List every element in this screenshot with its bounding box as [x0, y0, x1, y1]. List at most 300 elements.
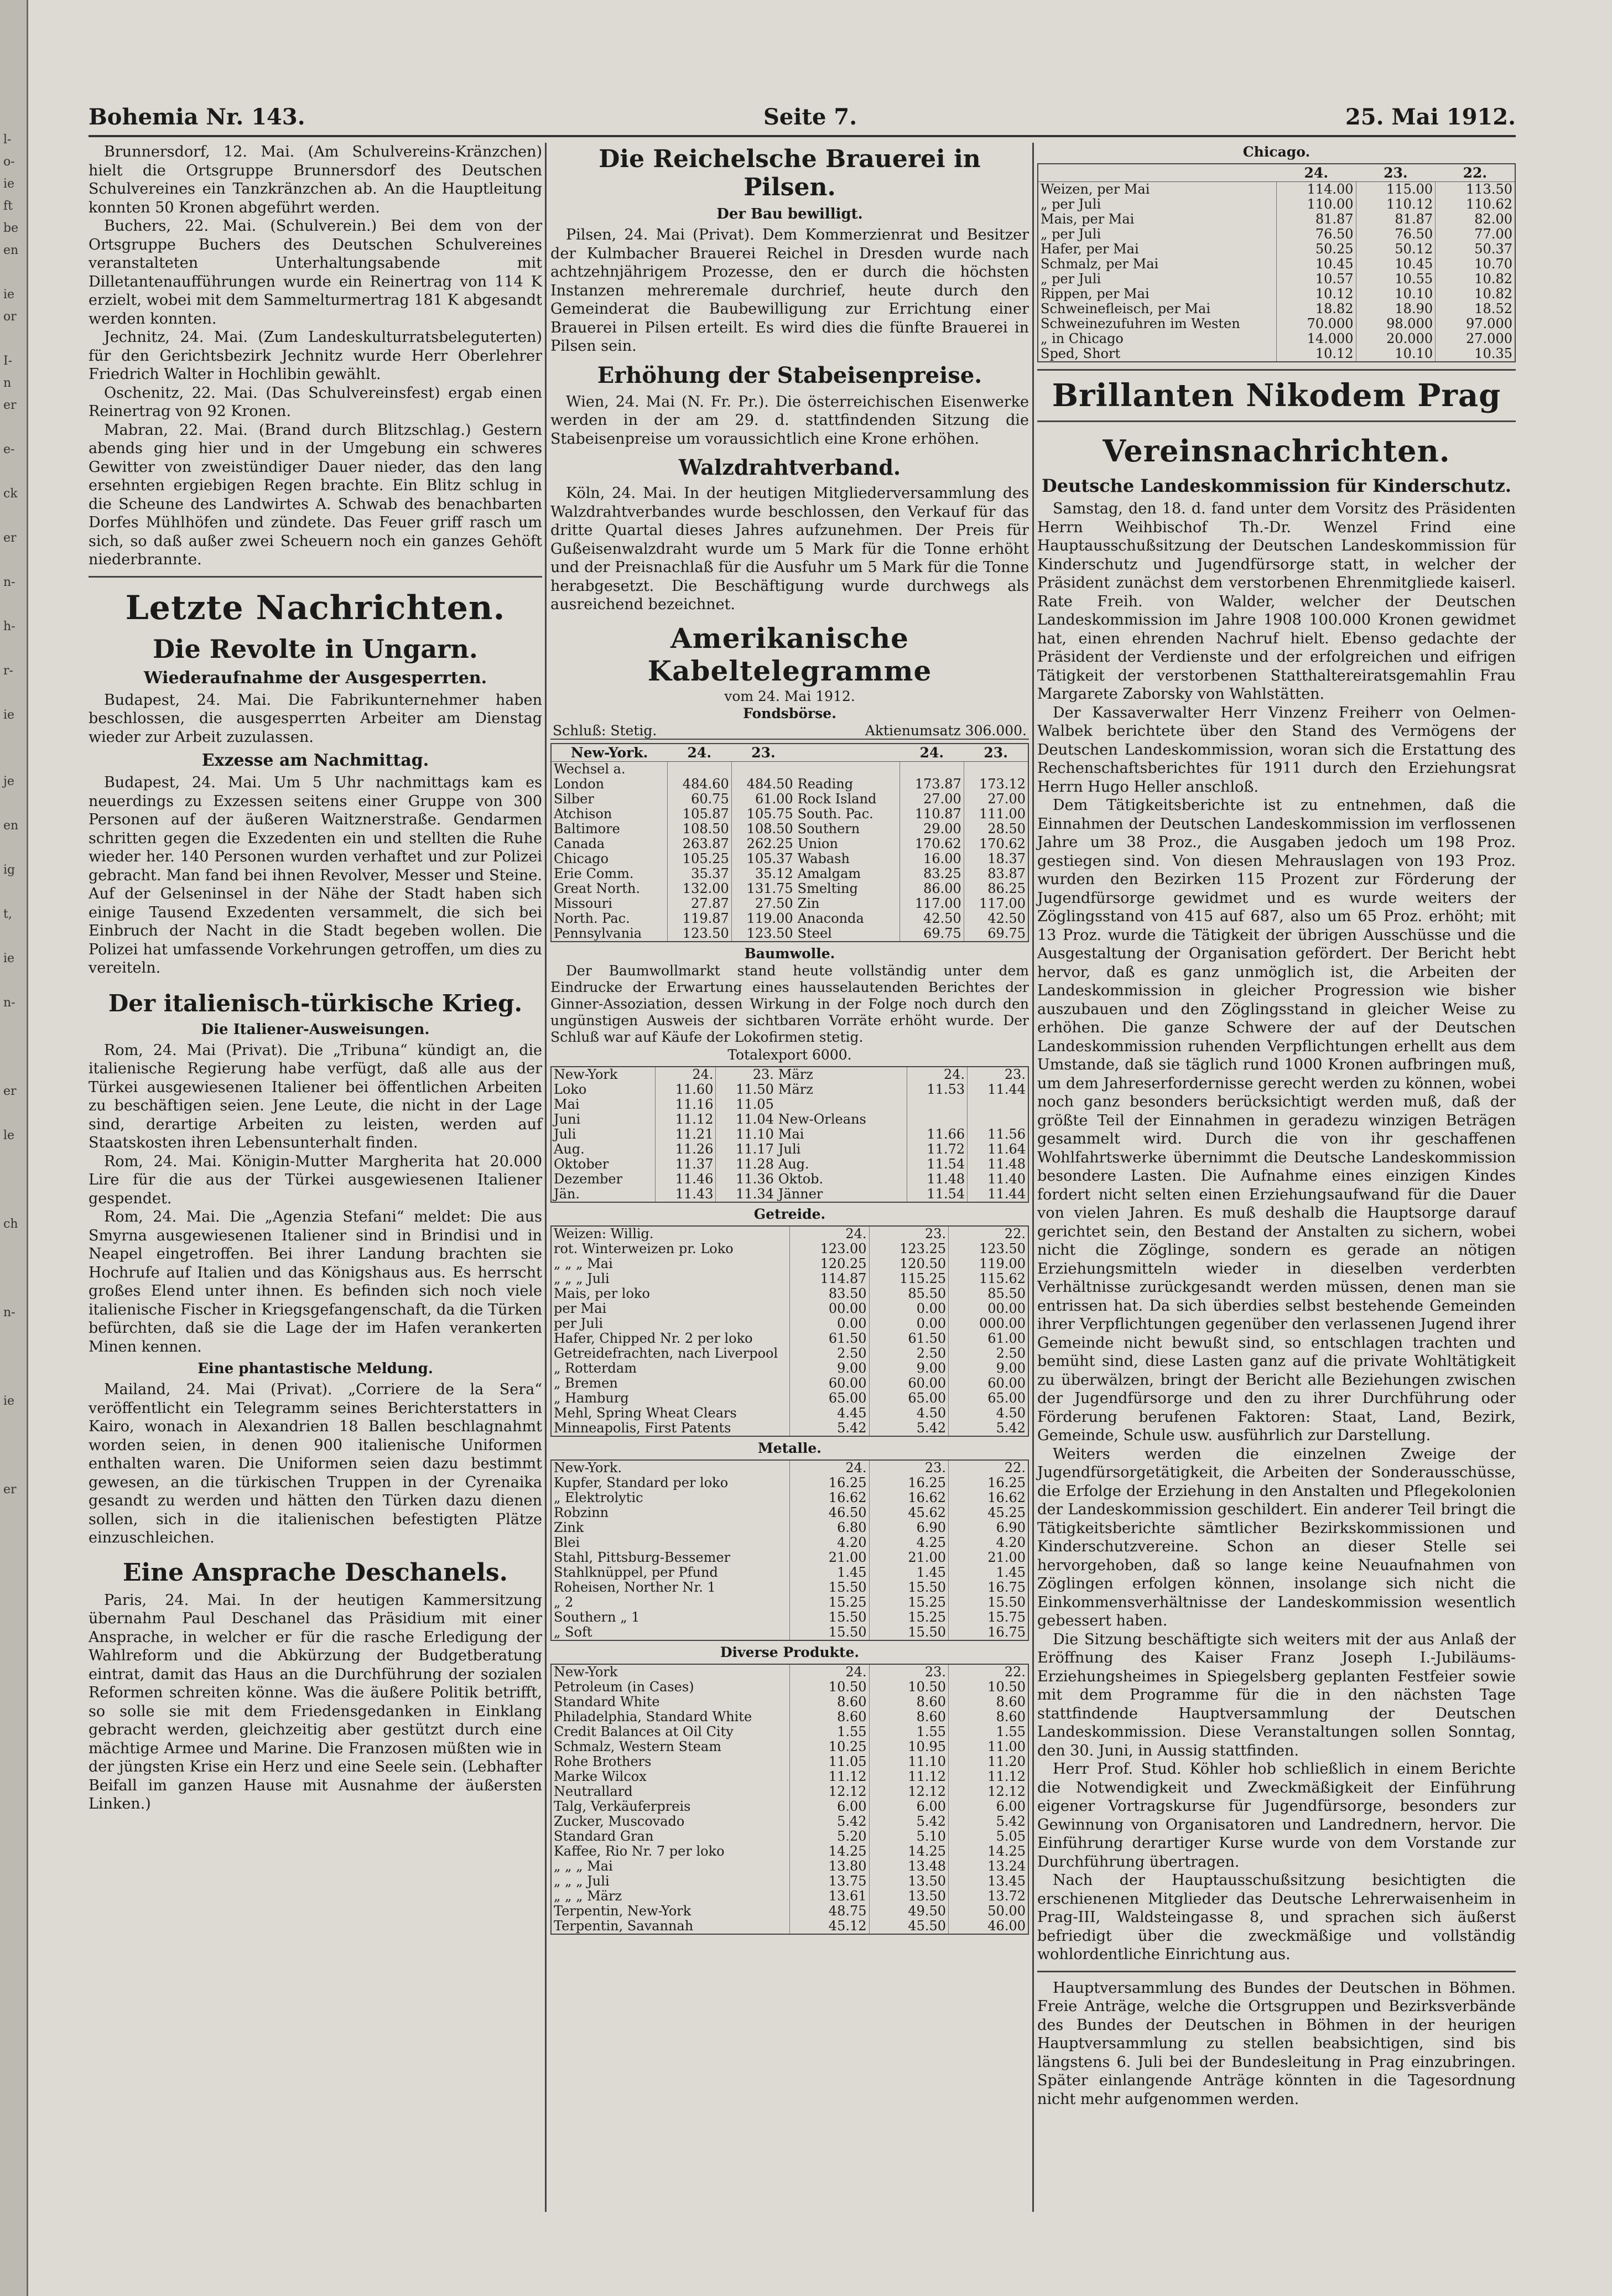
advert-brillanten: Brillanten Nikodem Prag: [1052, 377, 1501, 414]
table-cell: Missouri: [554, 896, 612, 911]
table-row: [551, 822, 1028, 837]
table-cell: 00.00: [790, 1301, 870, 1316]
table-row: [551, 1565, 1028, 1580]
table-cell: 15.50: [949, 1595, 1028, 1610]
table-cell: 119.87: [667, 911, 731, 926]
table-cell: 10.25: [790, 1739, 870, 1754]
table-cell: 115.00: [1356, 182, 1436, 198]
table-cell: 2.50: [869, 1346, 949, 1361]
table-cell: „ Rotterdam: [554, 1360, 637, 1376]
table-row: [551, 896, 1028, 911]
table-cell: 10.95: [869, 1739, 949, 1754]
table-cell: 105.37: [731, 851, 795, 866]
table-cell: 6.90: [949, 1520, 1028, 1535]
table-cell: Standard Gran: [554, 1829, 654, 1844]
table-cell: Hafer, per Mai: [1041, 242, 1139, 257]
table-cell: 11.53: [907, 1082, 968, 1097]
table-cell: 16.00: [899, 851, 964, 866]
table-row: [551, 807, 1028, 822]
table-cell: 65.00: [949, 1391, 1028, 1406]
table-cell: 27.50: [731, 896, 795, 911]
table-cell: 81.87: [1356, 212, 1436, 227]
table-cell: Terpentin, New-York: [554, 1903, 691, 1919]
subhead-ausweisungen: Die Italiener-Ausweisungen.: [201, 1021, 430, 1038]
table-cell: Anaconda: [797, 911, 864, 926]
headline-krieg: Der italienisch-türkische Krieg.: [108, 989, 523, 1017]
table-cell: 13.72: [949, 1889, 1028, 1904]
left-page-edge: l- o- ie ft be en ie or I- n er e- ck er n- h- r- ie je en ig t, ie n- er le ch n- ie er: [0, 0, 28, 2296]
table-cell: 16.62: [869, 1490, 949, 1505]
table-row: [551, 1595, 1028, 1610]
table-row: [551, 1550, 1028, 1565]
table-cell: 11.12: [790, 1769, 870, 1784]
table-cell: [776, 1097, 907, 1112]
table-row: [551, 1241, 1028, 1256]
subhead-wiederaufnahme: Wiederaufnahme der Ausgesperrten.: [143, 668, 487, 688]
table-header: 23.: [964, 744, 1028, 762]
table-header: [795, 744, 900, 762]
table-cell: 117.00: [899, 896, 964, 911]
table-cell: per Mai: [554, 1301, 607, 1316]
table-cell: 13.61: [790, 1889, 870, 1904]
table-cell: 00.00: [949, 1301, 1028, 1316]
table-cell: 105.25: [667, 851, 731, 866]
table-cell: 14.25: [949, 1844, 1028, 1859]
table-row: [551, 851, 1028, 866]
table-cell: 29.00: [899, 822, 964, 837]
table-cell: Standard White: [554, 1694, 660, 1710]
table-cell: 46.50: [790, 1505, 870, 1520]
table-row: [1038, 331, 1515, 346]
table-cell: 61.50: [869, 1331, 949, 1346]
table-cell: Canada: [554, 836, 605, 851]
header-center: Seite 7.: [763, 104, 857, 130]
table-cell: „ „ „ Mai: [554, 1256, 613, 1271]
table-cell: [907, 1097, 968, 1112]
article-paragraph: Rom, 24. Mai. Die „Agenzia Stefani“ meldet: Die aus Smyrna ausgewiesenen Italiener sind in Brindisi und in Neapel eingetroffen. Bei ihrer Landung brachten sie Hochrufe auf Italien und das Königshaus aus. Es herrscht großes Elend unter ihnen. Es befinden sich noch viele italienische Fischer in Kriegsgefangenschaft, da die Türken befürchten, daß sie die Lage der im Hafen verankerten Minen kennen.: [89, 1208, 542, 1355]
table-cell: 13.50: [869, 1889, 949, 1904]
table-cell: 110.00: [1277, 197, 1356, 212]
column-rule-1: [545, 143, 547, 2212]
table-cell: 22.: [949, 1664, 1028, 1680]
article-paragraph: Der Baumwollmarkt stand heute vollständig unter dem Eindrucke der Erwartung eines hausselautenden Berichtes der Ginner-Assoziation, dessen Wirkung in der Folge noch durch den ungünstigen Ausweis der sichtbaren Vorräte erhöht wurde. Der Schluß war auf Käufe der Lokofirmen stetig.: [550, 962, 1029, 1045]
table-cell: 11.56: [968, 1127, 1028, 1142]
subhead-getreide: Getreide.: [753, 1206, 826, 1222]
table-cell: Zucker, Muscovado: [554, 1814, 685, 1829]
table-row: [1038, 182, 1515, 198]
table-cell: Union: [797, 836, 838, 851]
table-cell: 115.25: [869, 1271, 949, 1286]
table-cell: 83.50: [790, 1286, 870, 1301]
table-row: [551, 1157, 1028, 1172]
article-paragraph: Budapest, 24. Mai. Die Fabrikunternehmer haben beschlossen, die ausgesperrten Arbeiter am Dienstag wieder zur Arbeit zuzulassen.: [89, 691, 542, 746]
table-cell: Erie Comm.: [554, 866, 634, 881]
table-cell: 120.25: [790, 1256, 870, 1271]
table-cell: „ Bremen: [554, 1375, 618, 1391]
table-cell: Amalgam: [797, 866, 861, 881]
table-cell: 105.75: [731, 807, 795, 822]
table-cell: 24.: [790, 1226, 870, 1241]
baumwolle-table: [550, 1066, 1029, 1203]
table-cell: 60.00: [869, 1376, 949, 1391]
table-row: [551, 1067, 1028, 1082]
table-cell: „ „ „ Juli: [554, 1873, 610, 1889]
table-cell: Jänner: [778, 1186, 823, 1202]
table-cell: 65.00: [790, 1391, 870, 1406]
table-cell: 16.62: [949, 1490, 1028, 1505]
table-cell: 49.50: [869, 1904, 949, 1919]
section-rule: [89, 576, 542, 578]
dateline: vom 24. Mai 1912.: [724, 688, 855, 704]
table-cell: 11.05: [790, 1754, 870, 1769]
column-3: [1037, 143, 1516, 2108]
table-cell: 61.00: [731, 792, 795, 807]
table-cell: 11.12: [949, 1769, 1028, 1784]
table-cell: New-Orleans: [778, 1111, 866, 1127]
table-cell: 6.00: [790, 1799, 870, 1814]
table-cell: Mai: [778, 1126, 804, 1142]
table-cell: 131.75: [731, 881, 795, 896]
table-cell: 65.00: [869, 1391, 949, 1406]
table-cell: Zink: [554, 1520, 584, 1535]
table-cell: „ 2: [554, 1594, 574, 1610]
table-cell: Wechsel a.: [554, 761, 626, 777]
table-cell: Kupfer, Standard per loko: [554, 1475, 729, 1490]
table-cell: 11.20: [949, 1754, 1028, 1769]
table-cell: 11.10: [716, 1127, 776, 1142]
table-header: 22.: [1436, 164, 1515, 182]
table-cell: „ per Juli: [1041, 272, 1101, 287]
table-cell: 83.87: [964, 866, 1028, 881]
table-cell: Oktober: [554, 1156, 609, 1172]
table-cell: März: [778, 1082, 813, 1097]
table-cell: Blei: [554, 1535, 580, 1550]
subhead-chicago: Chicago.: [1242, 144, 1311, 160]
table-cell: 10.55: [1356, 272, 1436, 287]
table-row: [551, 1799, 1028, 1814]
header-rule: [89, 135, 1516, 137]
table-cell: Minneapolis, First Patents: [554, 1420, 731, 1436]
table-header: 24.: [667, 744, 731, 762]
table-cell: 108.50: [731, 822, 795, 837]
table-cell: Stahl, Pittsburg-Bessemer: [554, 1550, 731, 1565]
table-cell: [667, 761, 731, 777]
table-cell: 10.70: [1436, 257, 1515, 272]
header-right: 25. Mai 1912.: [1345, 104, 1516, 130]
table-cell: 262.25: [731, 837, 795, 851]
table-row: [551, 1625, 1028, 1640]
table-header: [1038, 164, 1277, 182]
table-cell: 18.82: [1277, 302, 1356, 316]
table-cell: [795, 761, 900, 777]
table-cell: 50.00: [949, 1904, 1028, 1919]
table-cell: Terpentin, Savannah: [554, 1918, 694, 1934]
table-row: [551, 1460, 1028, 1476]
article-paragraph: Der Kassaverwalter Herr Vinzenz Freiherr von Oelmen-Walbek berichtete über den Stand des Vermögens der Deutschen Landeskommission, woran sich die Erstattung des Rechenschaftsberichtes für 1911 durch den Erziehungsrat Herrn Hugo Heller anschloß.: [1037, 704, 1516, 796]
table-cell: 1.45: [869, 1565, 949, 1580]
subhead-phantastisch: Eine phantastische Meldung.: [197, 1360, 433, 1377]
table-cell: 12.12: [869, 1784, 949, 1799]
table-cell: 16.75: [949, 1580, 1028, 1595]
table-cell: 86.25: [964, 881, 1028, 896]
table-cell: 60.75: [667, 792, 731, 807]
article-paragraph: Rom, 24. Mai. Königin-Mutter Margherita hat 20.000 Lire für die aus der Türkei ausgewiesenen Italiener gespendet.: [89, 1152, 542, 1207]
table-cell: „ Elektrolytic: [554, 1490, 643, 1505]
table-cell: Aug.: [778, 1156, 809, 1172]
table-row: [551, 1391, 1028, 1406]
table-cell: 11.54: [907, 1187, 968, 1202]
table-cell: 4.45: [790, 1406, 870, 1421]
table-cell: 11.48: [968, 1157, 1028, 1172]
table-cell: 10.82: [1436, 287, 1515, 302]
table-row: [551, 1580, 1028, 1595]
table-cell: 5.42: [949, 1814, 1028, 1829]
table-cell: 27.00: [899, 792, 964, 807]
headline-vereinsnachrichten: Vereinsnachrichten.: [1103, 433, 1450, 469]
table-cell: 9.00: [869, 1361, 949, 1376]
table-row: [551, 1754, 1028, 1769]
table-cell: 6.00: [949, 1799, 1028, 1814]
table-row: [551, 1097, 1028, 1112]
table-cell: London: [554, 776, 605, 792]
table-cell: Petroleum (in Cases): [554, 1679, 694, 1695]
table-cell: „ „ „ März: [554, 1888, 622, 1904]
table-row: [1038, 227, 1515, 242]
table-row: [551, 1187, 1028, 1202]
table-cell: 16.75: [949, 1625, 1028, 1640]
table-cell: 11.48: [907, 1172, 968, 1187]
table-cell: 85.50: [869, 1286, 949, 1301]
table-cell: Schmalz, Western Steam: [554, 1739, 721, 1754]
headline-amerikanische: Amerikanische Kabeltelegramme: [647, 621, 932, 687]
news-item: Brunnersdorf, 12. Mai. (Am Schulvereins-Kränzchen) hielt die Ortsgruppe Brunnersdorf des Deutschen Schulvereines ein Tanzkränzchen ab. An die Hauptleitung konnten 50 Kronen abgeführt werden.: [89, 143, 542, 216]
schluss-label: Schluß: Stetig.: [553, 722, 657, 739]
table-cell: 11.37: [655, 1157, 716, 1172]
table-cell: Baltimore: [554, 821, 620, 837]
table-cell: Dezember: [554, 1171, 623, 1187]
table-row: [551, 761, 1028, 777]
table-cell: Robzinn: [554, 1505, 609, 1520]
table-header: 24.: [899, 744, 964, 762]
table-cell: „ in Chicago: [1041, 331, 1124, 346]
table-cell: „ per Juli: [1041, 197, 1101, 212]
table-cell: 22.: [949, 1226, 1028, 1241]
table-cell: 11.36: [716, 1172, 776, 1187]
table-cell: 11.21: [655, 1127, 716, 1142]
article-paragraph: Paris, 24. Mai. In der heutigen Kammersitzung übernahm Paul Deschanel das Präsidium mit einer Ansprache, in welcher er für die rasche Erledigung der Wahlreform und die Abkürzung der Budgetberatung eintrat, damit das Haus an die Durchführung der sozialen Reformen schreiten könne. Was die äußere Politik betrifft, so solle sie mit dem Friedensgedanken in Einklang gebracht werden, gleichzeitig aber gestützt durch eine mächtige Armee und Marine. Die Franzosen müßten wie in der jüngsten Krise ein Herz und eine Seele sein. (Lebhafter Beifall im ganzen Hause mit Ausnahme der äußersten Linken.): [89, 1591, 542, 1812]
table-cell: 123.00: [790, 1241, 870, 1256]
table-row: [551, 1739, 1028, 1754]
market-summary: [550, 723, 1029, 740]
table-cell: 45.25: [949, 1505, 1028, 1520]
table-cell: 60.00: [790, 1376, 870, 1391]
column-1: [89, 143, 542, 1814]
table-cell: 11.40: [968, 1172, 1028, 1187]
table-cell: 15.25: [869, 1595, 949, 1610]
table-cell: 11.44: [968, 1187, 1028, 1202]
table-cell: per Juli: [554, 1316, 604, 1331]
table-cell: 8.60: [949, 1695, 1028, 1710]
table-cell: 4.25: [869, 1535, 949, 1550]
table-cell: 5.42: [869, 1814, 949, 1829]
table-cell: New-York: [554, 1066, 618, 1082]
table-cell: 15.50: [790, 1580, 870, 1595]
table-cell: 10.50: [790, 1680, 870, 1695]
table-cell: Schmalz, per Mai: [1041, 257, 1159, 272]
article-paragraph: Dem Tätigkeitsberichte ist zu entnehmen, daß die Einnahmen der Deutschen Landeskommission im verflossenen Jahre um 38 Proz., die Ausgaben jedoch um 198 Proz. gestiegen sind. Von diesen Mehrauslagen von 193 Proz. wurden den Bezirken 115 Prozent zur Förderung der Jugendfürsorge gewidmet und es wurde weiters der Zöglingsstand von 415 auf 687, also um 65 Proz. erhöht; mit 13 Proz. wurde die Tätigkeit der übrigen Ausschüsse und die Ausgestaltung der Organisation gefördert. Der Bericht hebt hervor, daß es ganz unmöglich ist, die Arbeiten der Landeskommission in gleicher Progression wie bisher auszubauen und den Zöglingsstand in gleicher Weise zu erhöhen. Die ganze Schwere der auf der Deutschen Landeskommission ruhenden Verpflichtungen erhellt aus dem Umstande, daß sie täglich rund 1000 Kronen aufbringen muß, um dem Jahreserfordernisse gerecht werden zu können, wobei noch ganz besonders berücksichtigt werden muß, daß der größte Teil der Einnahmen in geradezu winzigen Beträgen gesammelt wird. Durch die von ihr geschaffenen Wohlfahrtswerke übernimmt die Deutsche Landeskommission besondere Lasten. Die Aufnahme eines einzigen Kindes fordert nicht selten einen Erziehungsaufwand für die Dauer von vielen Jahren. Es muß deshalb die Hauptsorge darauf gerichtet sein, den Bestand der Anstalten zu sichern, wobei nicht die Zöglinge, sondern es gerade an nötigen Erziehungsmitteln wieder in dieselben verderbten Verhältnisse zurückgesandt werden müssen, denen man sie entrissen hat. Da sich überdies selbst bestehende Gemeinden ihrer Verpflichtungen gegenüber den verlassenen Jugend ihrer Gemeinde nicht bewußt sind, so entschlagen trachten und bemüht sind, diese Lasten ganz auf die private Wohltätigkeit zu überwälzen, bringt der Bericht alle Beziehungen zwischen der Jugendfürsorge und den zu ihrer Durchführung oder Förderung berufenen Faktoren: Staat, Land, Bezirk, Gemeinde, Schule usw. ausführlich zur Darstellung.: [1037, 797, 1516, 1444]
table-cell: 117.00: [964, 896, 1028, 911]
table-row: [551, 1814, 1028, 1829]
table-cell: 10.45: [1356, 257, 1436, 272]
table-cell: 484.60: [667, 777, 731, 792]
table-cell: 27.000: [1436, 331, 1515, 346]
table-cell: Wabash: [797, 851, 850, 866]
table-cell: New-York: [554, 1664, 618, 1680]
table-cell: 11.16: [655, 1097, 716, 1112]
table-cell: 23.: [968, 1067, 1028, 1082]
table-cell: März: [778, 1066, 813, 1082]
table-cell: Mai: [554, 1097, 580, 1112]
table-cell: 69.75: [964, 926, 1028, 942]
table-cell: rot. Winterweizen pr. Loko: [554, 1241, 734, 1256]
diverse-table: [550, 1664, 1029, 1935]
article-paragraph: Pilsen, 24. Mai (Privat). Dem Kommerzienrat und Besitzer der Kulmbacher Brauerei Reichel in Dresden wurde nach achtzehnjährigem Prozesse, den er durch die höchsten Instanzen mehreremale durchrief, heute durch den Gemeinderat die Baubewilligung zur Errichtung einer Brauerei in Pilsen erteilt. Es wird dies die fünfte Brauerei in Pilsen sein.: [550, 226, 1029, 355]
table-cell: 0.00: [790, 1316, 870, 1331]
table-cell: 24.: [790, 1664, 870, 1680]
table-cell: 10.82: [1436, 272, 1515, 287]
table-cell: 12.12: [790, 1784, 870, 1799]
table-cell: Kaffee, Rio Nr. 7 per loko: [554, 1843, 725, 1859]
totalexport: Totalexport 6000.: [727, 1046, 852, 1063]
table-cell: 18.37: [964, 851, 1028, 866]
table-cell: 8.60: [949, 1710, 1028, 1724]
table-cell: 13.50: [869, 1874, 949, 1889]
table-cell: 123.50: [949, 1241, 1028, 1256]
table-cell: Weizen, per Mai: [1041, 181, 1150, 197]
table-cell: 48.75: [790, 1904, 870, 1919]
table-row: [551, 1421, 1028, 1436]
table-cell: 4.20: [790, 1535, 870, 1550]
table-cell: 123.50: [731, 926, 795, 942]
table-cell: 10.50: [949, 1680, 1028, 1695]
table-cell: 119.00: [731, 911, 795, 926]
table-cell: 11.46: [655, 1172, 716, 1187]
table-cell: 120.50: [869, 1256, 949, 1271]
table-row: [551, 911, 1028, 926]
table-row: [551, 1142, 1028, 1157]
table-row: [551, 792, 1028, 807]
table-cell: 77.00: [1436, 227, 1515, 242]
table-cell: 5.42: [790, 1421, 870, 1436]
table-row: [551, 1361, 1028, 1376]
table-cell: 35.37: [667, 866, 731, 881]
table-cell: 16.25: [869, 1476, 949, 1490]
article-paragraph: Die Sitzung beschäftigte sich weiters mit der aus Anlaß der Eröffnung des Kaiser Franz Joseph I.-Jubiläums-Erziehungsheimes in Spiegelsberg geplanten Festfeier sowie mit dem Programme für die in den nächsten Tage stattfindende Hauptversammlung der Deutschen Landeskommission. Diese Veranstaltungen sollen Sonntag, den 30. Juni, in Aussig stattfinden.: [1037, 1630, 1516, 1759]
table-cell: 5.10: [869, 1829, 949, 1844]
table-row: [551, 1316, 1028, 1331]
table-cell: „ „ „ Juli: [554, 1271, 610, 1286]
table-row: [551, 1226, 1028, 1241]
table-cell: [968, 1112, 1028, 1127]
table-cell: 11.50: [716, 1082, 776, 1097]
table-header: 24.: [1277, 164, 1356, 182]
table-cell: Rohe Brothers: [554, 1754, 652, 1769]
article-paragraph: Budapest, 24. Mai. Um 5 Uhr nachmittags kam es neuerdings zu Exzessen seitens einer Gruppe von 300 Personen auf der äußeren Waitznerstraße. Gendarmen schritten gegen die Exzedenten ein und stellten die Ruhe wieder her. 140 Personen wurden verhaftet und zur Polizei gebracht. Man fand bei ihnen Revolver, Messer und Steine. Auf der Gelseninsel in der Nähe der Stadt haben sich einige Tausend Exzedenten versammelt, die sich bei Einbruch der Nacht in die Stadt begeben wollen. Die Polizei hat umfassende Vorkehrungen getroffen, um dies zu vereiteln.: [89, 774, 542, 976]
table-cell: 16.62: [790, 1490, 870, 1505]
table-cell: Mais, per Mai: [1041, 212, 1135, 227]
table-cell: Southern: [797, 821, 860, 837]
table-cell: 98.000: [1356, 316, 1436, 331]
table-cell: Neutrallard: [554, 1784, 633, 1799]
table-row: [551, 1286, 1028, 1301]
table-cell: 35.12: [731, 866, 795, 881]
table-cell: 27.00: [964, 792, 1028, 807]
table-row: [551, 1256, 1028, 1271]
table-cell: 16.25: [949, 1476, 1028, 1490]
table-cell: 13.45: [949, 1874, 1028, 1889]
table-row: [551, 1301, 1028, 1316]
table-cell: 110.87: [899, 807, 964, 822]
table-cell: 11.64: [968, 1142, 1028, 1157]
table-cell: Weizen: Willig.: [554, 1225, 654, 1241]
section-rule: [1037, 420, 1516, 422]
table-cell: Schweinezufuhren im Westen: [1041, 316, 1240, 331]
table-cell: Credit Balances at Oil City: [554, 1724, 734, 1739]
table-row: [1038, 242, 1515, 257]
table-row: [551, 1695, 1028, 1710]
table-cell: Juni: [554, 1111, 581, 1127]
table-row: [1038, 212, 1515, 227]
table-cell: 21.00: [949, 1550, 1028, 1565]
table-cell: Roheisen, Norther Nr. 1: [554, 1580, 716, 1595]
subhead-bau: Der Bau bewilligt.: [716, 206, 863, 222]
table-row: [551, 1535, 1028, 1550]
table-row: [551, 1904, 1028, 1919]
table-cell: Steel: [797, 926, 832, 941]
table-cell: 83.25: [899, 866, 964, 881]
table-cell: Rippen, per Mai: [1041, 287, 1150, 302]
table-cell: 173.87: [899, 777, 964, 792]
table-cell: 45.62: [869, 1505, 949, 1520]
table-cell: Jän.: [554, 1186, 580, 1202]
table-row: [551, 1769, 1028, 1784]
table-row: [551, 1490, 1028, 1505]
table-cell: Rock Island: [797, 791, 877, 807]
table-cell: 23.: [716, 1067, 776, 1082]
table-cell: 5.42: [949, 1421, 1028, 1436]
table-cell: Smelting: [797, 881, 858, 896]
table-cell: 11.05: [716, 1097, 776, 1112]
table-cell: 45.50: [869, 1919, 949, 1934]
table-cell: Loko: [554, 1082, 587, 1097]
table-cell: 5.05: [949, 1829, 1028, 1844]
article-paragraph: Nach der Hauptausschußsitzung besichtigten die erschienenen Mitglieder das Deutsche Lehrerwaisenheim in Prag-III, Waldsteingasse 8, und sprachen sich äußerst befriedigt über die zweckmäßige und vollständig wohlordentliche Einrichtung aus.: [1037, 1872, 1516, 1963]
table-cell: Atchison: [554, 806, 612, 822]
table-cell: 123.25: [869, 1241, 949, 1256]
table-cell: 13.48: [869, 1859, 949, 1874]
table-row: [551, 1082, 1028, 1097]
table-cell: 76.50: [1356, 227, 1436, 242]
table-row: [551, 1476, 1028, 1490]
table-cell: 173.12: [964, 777, 1028, 792]
headline-stabeisen: Erhöhung der Stabeisenpreise.: [597, 362, 982, 388]
table-cell: 97.000: [1436, 316, 1515, 331]
headline-walzdraht: Walzdrahtverband.: [678, 455, 901, 480]
table-cell: 21.00: [790, 1550, 870, 1565]
table-cell: Oktob.: [778, 1171, 824, 1187]
table-row: [551, 1271, 1028, 1286]
table-cell: Southern „ 1: [554, 1609, 640, 1625]
